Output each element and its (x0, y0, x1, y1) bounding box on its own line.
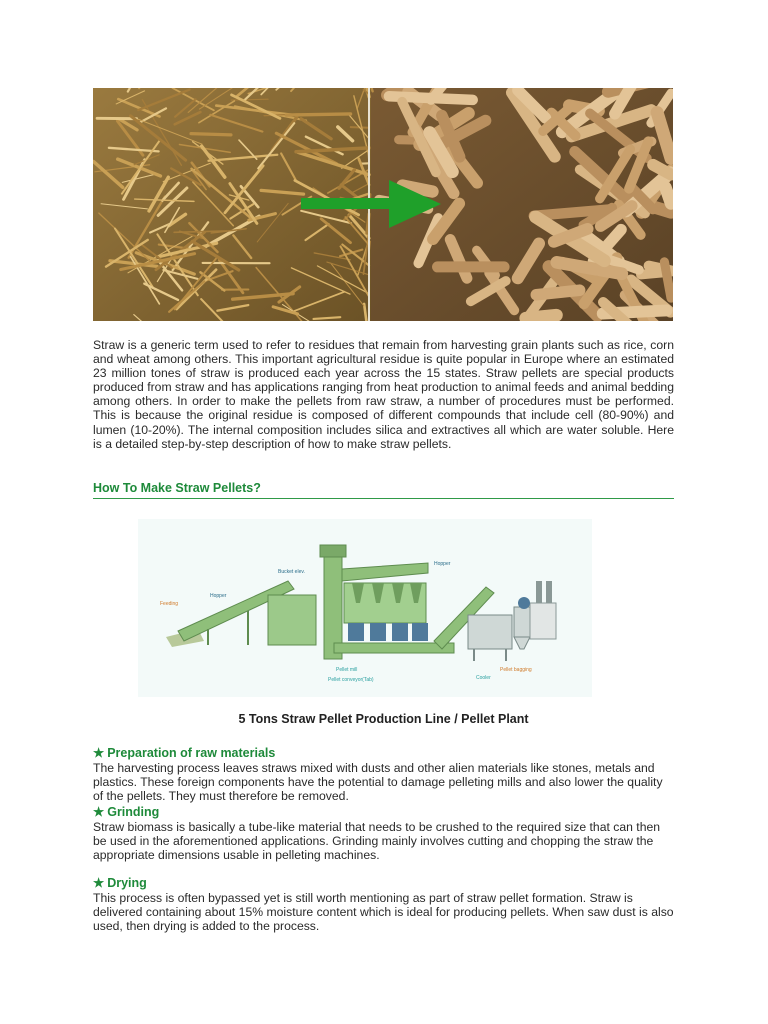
bagging-unit (530, 603, 556, 639)
pellet-mills (344, 583, 428, 641)
step-title-grinding (93, 804, 159, 819)
step-title-preparation (93, 745, 275, 760)
section-heading: How To Make Straw Pellets? (93, 481, 674, 499)
production-line-diagram (138, 519, 592, 697)
label-feeding: Feeding (160, 601, 179, 607)
star-icon: ★ (93, 876, 105, 890)
step-text-grinding: Straw biomass is basically a tube-like material that needs to be crushed to the required size that can then be used in the aforementioned applications. Grinding mainly involves cutting and chopping the straw the appropriate dimensions usable in pelleting machines. (93, 820, 661, 863)
step-title-text: Preparation of raw materials (107, 746, 276, 760)
pellet-conveyor (334, 643, 454, 653)
cyclone (514, 607, 530, 637)
label-hopper-2: Hopper (434, 561, 451, 567)
step-title-drying (93, 875, 147, 890)
mill-frame (268, 595, 316, 645)
straw-to-pellets-image (93, 88, 673, 321)
step-text-drying: This process is often bypassed yet is still worth mentioning as part of straw pellet formation. Straw is delivered containing about 15% moisture content which is ideal for producing pellets. When saw dust is also used, then drying is added to the process. (93, 891, 674, 934)
diagram-caption: 5 Tons Straw Pellet Production Line / Pellet Plant (238, 712, 529, 726)
cooler (468, 615, 512, 649)
label-pellet-mill: Pellet mill (336, 667, 358, 673)
hero-illustration (93, 88, 673, 321)
label-pellet-bagging: Pellet bagging (500, 667, 532, 673)
label-bucket-elevator: Bucket elev. (278, 569, 305, 575)
star-icon: ★ (93, 746, 105, 760)
label-cooler: Cooler (476, 675, 491, 681)
label-pellet-conveyor: Pellet conveyor(Tab) (328, 677, 374, 683)
production-line-illustration (138, 519, 592, 697)
star-icon: ★ (93, 805, 105, 819)
intro-paragraph: Straw is a generic term used to refer to residues that remain from harvesting grain plants such as rice, corn and wheat among others. This important agricultural residue is quite popular in Europe where an estimated 23 million tones of straw is produced each year across the 15 states. Straw pellets are special products produced from straw and has applications ranging from heat production to animal feeds and animal bedding among others. In order to make the pellets from raw straw, a number of procedures must be performed. This is because the original residue is composed of different compounds that include cell (80-90%) and lumen (10-20%). The internal composition includes silica and extractives all which are water soluble. Here is a detailed step-by-step description of how to make straw pellets. (93, 338, 674, 451)
step-title-text: Drying (107, 876, 147, 890)
label-hopper-1: Hopper (210, 593, 227, 599)
overhead-conveyor (342, 563, 428, 581)
step-title-text: Grinding (107, 805, 160, 819)
step-text-preparation: The harvesting process leaves straws mixed with dusts and other alien materials like stones, metals and plastics. These foreign components have the potential to damage pelleting mills and also lower the quality of the pellets. They must therefore be removed. (93, 761, 663, 804)
